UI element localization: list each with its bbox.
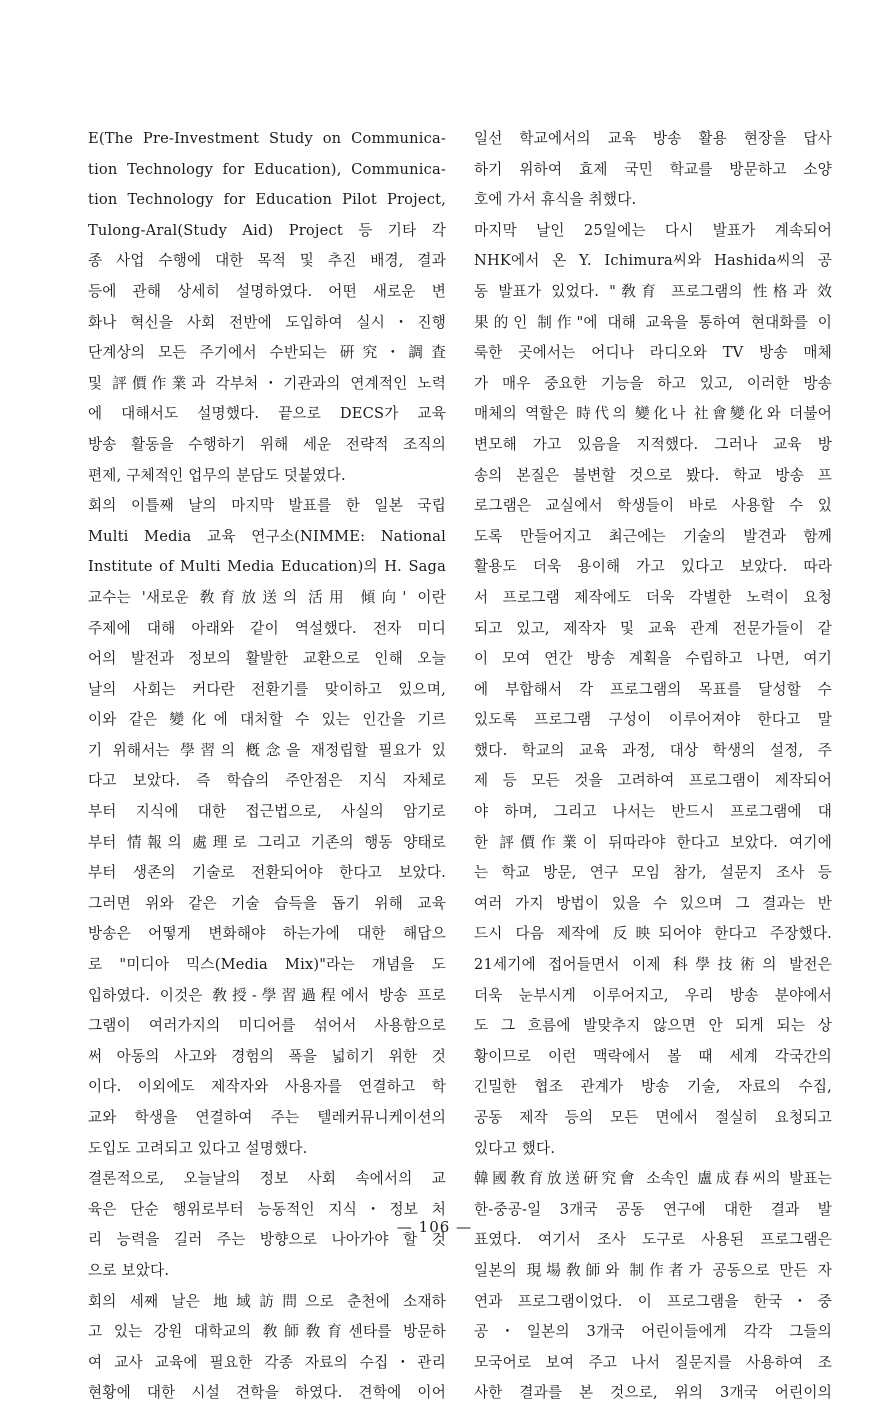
text-line: 에 대해서도 설명했다. 끝으로 DECS가 교육 <box>88 405 446 423</box>
text-line: 써 아동의 사고와 경험의 폭을 넓히기 위한 것 <box>88 1047 446 1065</box>
text-line: 21세기에 접어들면서 이제 科學技術의 발전은 <box>474 956 832 974</box>
text-line: 되고 있고, 제작자 및 교육 관계 전문가들이 같 <box>474 619 832 637</box>
text-line: 이와 같은 變化에 대처할 수 있는 인간을 기르 <box>88 711 446 729</box>
text-line: 모국어로 보여 주고 나서 질문지를 사용하여 조 <box>474 1353 832 1371</box>
text-line: 교수는 '새로운 敎育放送의 活用 傾向' 이란 <box>88 588 446 606</box>
text-line: 육은 단순 행위로부터 능동적인 지식・정보 처 <box>88 1200 446 1218</box>
text-line: 있도록 프로그램 구성이 이루어져야 한다고 말 <box>474 711 832 729</box>
text-line: 어의 발전과 정보의 활발한 교환으로 인해 오늘 <box>88 650 446 668</box>
text-line: 더욱 눈부시게 이루어지고, 우리 방송 분야에서 <box>474 986 832 1004</box>
text-line: 여 교사 교육에 필요한 각종 자료의 수집・관리 <box>88 1353 446 1371</box>
text-line: 호에 가서 휴식을 취했다. <box>474 191 637 209</box>
text-line: 방송은 어떻게 변화해야 하는가에 대한 해답으 <box>88 925 446 943</box>
text-line: 교와 학생을 연결하여 주는 텔레커뮤니케이션의 <box>88 1109 446 1126</box>
text-line: 입하였다. 이것은 敎授-學習過程에서 방송 프로 <box>88 986 446 1004</box>
text-line: 회의 이틀째 날의 마지막 발표를 한 일본 국립 <box>88 497 446 515</box>
text-line: 도입도 고려되고 있다고 설명했다. <box>88 1139 308 1157</box>
text-line: 연과 프로그램이었다. 이 프로그램을 한국・중 <box>474 1292 832 1310</box>
text-line: 로 "미디아 믹스(Media Mix)"라는 개념을 도 <box>88 956 446 974</box>
text-line: 으로 보았다. <box>88 1261 170 1279</box>
text-line: 서 프로그램 제작에도 더욱 각별한 노력이 요청 <box>474 588 832 606</box>
text-line: 야 하며, 그리고 나서는 반드시 프로그램에 대 <box>474 803 832 821</box>
text-line: 단계상의 모든 주기에서 수반되는 硏究・調査 <box>88 344 446 362</box>
text-line: 도 그 흐름에 발맞추지 않으면 안 되게 되는 상 <box>474 1017 832 1035</box>
text-line: tion Technology for Education Pilot Project, <box>88 191 446 209</box>
text-line: Institute of Multi Media Education)의 H. Saga <box>88 558 446 576</box>
text-line: 일선 학교에서의 교육 방송 활용 현장을 답사 <box>474 130 832 147</box>
text-line: 여러 가지 방법이 있을 수 있으며 그 결과는 반 <box>474 894 832 912</box>
text-line: Multi Media 교육 연구소(NIMME: National <box>88 527 446 545</box>
text-line: 로그램은 교실에서 학생들이 바로 사용할 수 있 <box>474 497 832 515</box>
text-line: 했다. 학교의 교육 과정, 대상 학생의 설정, 주 <box>474 741 832 759</box>
text-line: 및 評價作業과 각부처・기관과의 연계적인 노력 <box>88 374 446 392</box>
text-line: tion Technology for Education), Communica- <box>88 160 446 178</box>
text-line: 편제, 구체적인 업무의 분담도 덧붙였다. <box>88 466 346 484</box>
text-line: 부터 생존의 기술로 전환되어야 한다고 보았다. <box>88 864 446 882</box>
text-line: 부터 情報의 處理로 그리고 기존의 행동 양태로 <box>88 833 446 851</box>
text-line: 드시 다음 제작에 反映되어야 한다고 주장했다. <box>474 925 832 943</box>
text-line: 현황에 대한 시설 견학을 하였다. 견학에 이어 <box>88 1384 446 1402</box>
text-line: 다고 보았다. 즉 학습의 주안점은 지식 자체로 <box>88 772 446 790</box>
text-line: 날의 사회는 커다란 전환기를 맞이하고 있으며, <box>88 680 446 698</box>
text-line: 하기 위하여 효제 국민 학교를 방문하고 소양 <box>474 160 832 178</box>
text-line: 있다고 했다. <box>474 1139 556 1157</box>
text-line: 고 있는 강원 대학교의 敎師敎育센타를 방문하 <box>88 1323 446 1341</box>
text-line: 기 위해서는 學習의 槪念을 재정립할 필요가 있 <box>88 741 446 759</box>
text-line: 방송 활동을 수행하기 위해 세운 전략적 조직의 <box>88 435 446 453</box>
text-line: 제 등 모든 것을 고려하여 프로그램이 제작되어 <box>474 772 832 790</box>
text-line: 룩한 곳에서는 어디나 라디오와 TV 방송 매체 <box>474 344 832 362</box>
text-line: 공・일본의 3개국 어린이들에게 각각 그들의 <box>474 1323 832 1341</box>
text-line: 이다. 이외에도 제작자와 사용자를 연결하고 학 <box>88 1078 446 1096</box>
text-line: 황이므로 이런 맥락에서 볼 때 세계 각국간의 <box>474 1047 832 1065</box>
text-line: 화나 혁신을 사회 전반에 도입하여 실시・진행 <box>88 313 446 331</box>
left-text-column <box>88 124 446 1409</box>
text-line: 동 발표가 있었다. "敎育 프로그램의 性格과 效 <box>474 282 832 300</box>
text-line: 매체의 역할은 時代의 變化나 社會變化와 더불어 <box>474 405 832 423</box>
text-line: E(The Pre-Investment Study on Communica- <box>88 130 446 147</box>
text-line: 부터 지식에 대한 접근법으로, 사실의 암기로 <box>88 803 446 821</box>
text-line: 주제에 대해 아래와 같이 역설했다. 전자 미디 <box>88 619 446 637</box>
text-line: 긴밀한 협조 관계가 방송 기술, 자료의 수집, <box>474 1078 832 1096</box>
text-line: 한 評價作業이 뒤따라야 한다고 보았다. 여기에 <box>474 833 832 851</box>
text-line: 이 모여 연간 방송 계획을 수립하고 나면, 여기 <box>474 650 832 668</box>
page-number: — 106 — <box>396 1218 473 1236</box>
text-line: 가 매우 중요한 기능을 하고 있고, 이러한 방송 <box>474 374 832 392</box>
text-line: 에 부합해서 각 프로그램의 목표를 달성할 수 <box>474 680 832 698</box>
text-line: 리 능력을 길러 주는 방향으로 나아가야 할 것 <box>88 1231 446 1249</box>
right-text-column <box>474 124 832 1409</box>
text-line: 한-중공-일 3개국 공동 연구에 대한 결과 발 <box>474 1200 832 1218</box>
text-line: 등에 관해 상세히 설명하였다. 어떤 새로운 변 <box>88 282 446 300</box>
text-line: 회의 세째 날은 地域訪問으로 춘천에 소재하 <box>88 1292 446 1310</box>
text-line: NHK에서 온 Y. Ichimura씨와 Hashida씨의 공 <box>474 252 832 270</box>
text-line: 는 학교 방문, 연구 모임 참가, 설문지 조사 등 <box>474 864 832 882</box>
text-line: 그램이 여러가지의 미디어를 섞어서 사용함으로 <box>88 1017 446 1035</box>
text-line: 종 사업 수행에 대한 목적 및 추진 배경, 결과 <box>88 252 446 270</box>
text-line: 마지막 날인 25일에는 다시 발표가 계속되어 <box>474 221 832 239</box>
text-line: 변모해 가고 있음을 지적했다. 그러나 교육 방 <box>474 435 832 453</box>
text-line: 果的인 制作"에 대해 교육을 통하여 현대화를 이 <box>474 313 832 331</box>
text-line: 활용도 더욱 용이해 가고 있다고 보았다. 따라 <box>474 558 832 576</box>
text-line: 공동 제작 등의 모든 면에서 절실히 요청되고 <box>474 1109 832 1126</box>
text-line: 韓國敎育放送硏究會 소속인 盧成春씨의 발표는 <box>474 1170 832 1188</box>
text-line: Tulong-Aral(Study Aid) Project 등 기타 각 <box>88 221 446 239</box>
text-line: 일본의 現場敎師와 制作者가 공동으로 만든 자 <box>474 1261 832 1279</box>
text-line: 결론적으로, 오늘날의 정보 사회 속에서의 교 <box>88 1170 446 1188</box>
text-line: 그러면 위와 같은 기술 습득을 돕기 위해 교육 <box>88 894 446 912</box>
text-line: 표였다. 여기서 조사 도구로 사용된 프로그램은 <box>474 1231 832 1249</box>
text-line: 도록 만들어지고 최근에는 기술의 발견과 함께 <box>474 527 832 545</box>
text-line: 송의 본질은 불변할 것으로 봤다. 학교 방송 프 <box>474 466 832 484</box>
text-line: 사한 결과를 본 것으로, 위의 3개국 어린이의 <box>474 1384 832 1402</box>
